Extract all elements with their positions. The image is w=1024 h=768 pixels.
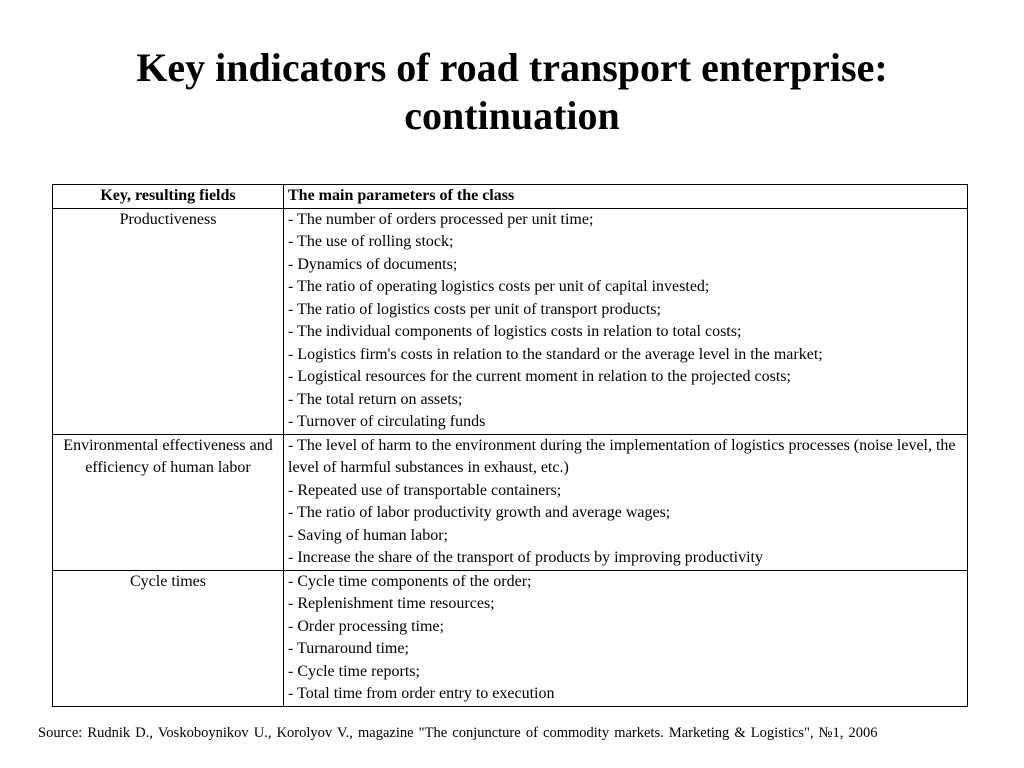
params-cell-productiveness (284, 208, 968, 434)
key-cell-cycle-times: Cycle times (53, 570, 284, 706)
source-citation: Source: Rudnik D., Voskoboynikov U., Korolyov V., magazine "The conjuncture of commodity markets. Marketing & Logistics", №1, 2006 (38, 725, 878, 741)
param-line: - Increase the share of the transport of products by improving productivity (288, 549, 763, 566)
param-line: - The ratio of labor productivity growth and average wages; (288, 504, 671, 521)
header-key-fields: Key, resulting fields (53, 185, 284, 209)
param-line: - The level of harm to the environment during the implementation of logistics processes (noise level, the level of harmful substances in exhaust, etc.) (288, 436, 956, 476)
table-row-productiveness (53, 208, 968, 434)
slide-title-line-2: continuation (404, 93, 620, 138)
params-cell-cycle-times (284, 570, 968, 706)
param-line: - Turnover of circulating funds (288, 413, 486, 430)
param-line: - Replenishment time resources; (288, 595, 495, 612)
param-line: - The individual components of logistics costs in relation to total costs; (288, 323, 742, 340)
param-line: - Total time from order entry to execution (288, 685, 555, 702)
indicators-table (52, 184, 968, 707)
param-line: - Repeated use of transportable containers; (288, 481, 562, 499)
param-line: - The number of orders processed per unit time; (288, 210, 594, 228)
header-main-parameters: The main parameters of the class (284, 185, 968, 209)
param-line: - Dynamics of documents; (288, 255, 458, 273)
param-line: - The total return on assets; (288, 390, 463, 408)
slide-title (0, 44, 1024, 140)
param-line: - Logistics firm's costs in relation to the standard or the average level in the market; (288, 345, 823, 363)
param-line: - Order processing time; (288, 617, 444, 635)
table-row-environmental (53, 434, 968, 570)
param-line: - Logistical resources for the current moment in relation to the projected costs; (288, 368, 791, 385)
table-row-cycle-times (53, 570, 968, 706)
param-line: - Cycle time reports; (288, 662, 420, 680)
param-line: - The ratio of operating logistics costs per unit of capital invested; (288, 278, 710, 295)
param-line: - Cycle time components of the order; (288, 572, 532, 590)
params-cell-environmental (284, 434, 968, 570)
param-line: - The ratio of logistics costs per unit of transport products; (288, 300, 661, 318)
slide-title-line-1: Key indicators of road transport enterprise: (136, 45, 888, 90)
param-line: - The use of rolling stock; (288, 233, 454, 250)
param-line: - Saving of human labor; (288, 526, 448, 544)
key-cell-productiveness: Productiveness (53, 208, 284, 434)
key-cell-environmental: Environmental effectiveness and efficiency of human labor (53, 434, 284, 570)
table-header-row (53, 185, 968, 209)
param-line: - Turnaround time; (288, 640, 409, 657)
